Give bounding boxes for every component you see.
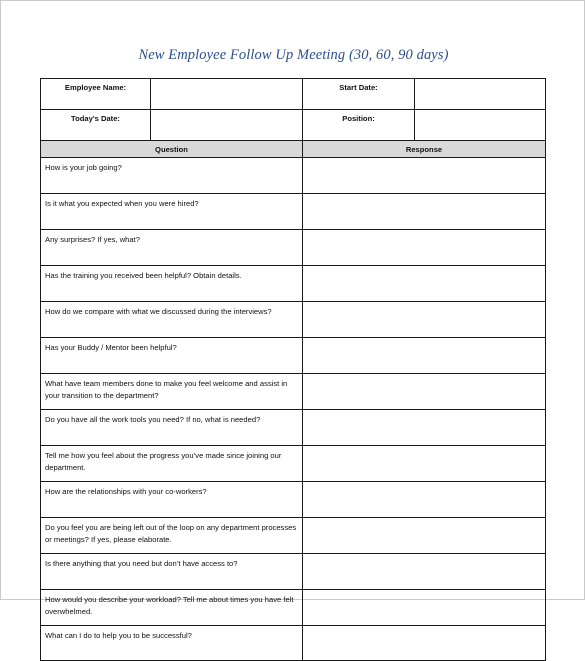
question-row (41, 338, 546, 374)
response-field[interactable] (303, 410, 546, 446)
question-row (41, 158, 546, 194)
response-field[interactable] (303, 374, 546, 410)
employee-name-label: Employee Name: (41, 79, 151, 110)
question-text: How are the relationships with your co-workers? (41, 482, 303, 518)
response-field[interactable] (303, 446, 546, 482)
start-date-field[interactable] (415, 79, 546, 110)
position-field[interactable] (415, 110, 546, 141)
response-field[interactable] (303, 518, 546, 554)
response-field[interactable] (303, 554, 546, 590)
response-field[interactable] (303, 626, 546, 661)
question-text: Tell me how you feel about the progress you’ve made since joining our department. (41, 446, 303, 482)
position-label: Position: (303, 110, 415, 141)
question-row (41, 590, 546, 626)
todays-date-label: Today's Date: (41, 110, 151, 141)
question-text: Any surprises? If yes, what? (41, 230, 303, 266)
question-column-header: Question (41, 141, 303, 158)
follow-up-form-table (40, 78, 546, 661)
response-field[interactable] (303, 482, 546, 518)
employee-name-field[interactable] (151, 79, 303, 110)
question-row (41, 446, 546, 482)
response-field[interactable] (303, 266, 546, 302)
question-row (41, 194, 546, 230)
start-date-label: Start Date: (303, 79, 415, 110)
question-text: Do you feel you are being left out of the loop on any department processes or meetings? If yes, please elaborate. (41, 518, 303, 554)
header-row-date (41, 110, 546, 141)
question-row (41, 266, 546, 302)
question-row (41, 626, 546, 661)
question-text: How do we compare with what we discussed during the interviews? (41, 302, 303, 338)
response-field[interactable] (303, 302, 546, 338)
question-text: How would you describe your workload? Tell me about times you have felt overwhelmed. (41, 590, 303, 626)
question-text: Has your Buddy / Mentor been helpful? (41, 338, 303, 374)
question-row (41, 302, 546, 338)
response-field[interactable] (303, 590, 546, 626)
question-row (41, 482, 546, 518)
question-text: What have team members done to make you feel welcome and assist in your transition to the department? (41, 374, 303, 410)
question-text: Has the training you received been helpful? Obtain details. (41, 266, 303, 302)
document-title: New Employee Follow Up Meeting (30, 60, 90 days) (138, 47, 449, 63)
question-row (41, 554, 546, 590)
question-text: What can I do to help you to be successful? (41, 626, 303, 661)
response-field[interactable] (303, 194, 546, 230)
question-row (41, 410, 546, 446)
question-text: Is there anything that you need but don’t have access to? (41, 554, 303, 590)
response-field[interactable] (303, 230, 546, 266)
question-row (41, 518, 546, 554)
question-text: Do you have all the work tools you need? If no, what is needed? (41, 410, 303, 446)
header-row-employee (41, 79, 546, 110)
question-row (41, 374, 546, 410)
question-row (41, 230, 546, 266)
todays-date-field[interactable] (151, 110, 303, 141)
question-text: How is your job going? (41, 158, 303, 194)
column-header-row (41, 141, 546, 158)
question-text: Is it what you expected when you were hired? (41, 194, 303, 230)
response-field[interactable] (303, 158, 546, 194)
response-field[interactable] (303, 338, 546, 374)
response-column-header: Response (303, 141, 546, 158)
